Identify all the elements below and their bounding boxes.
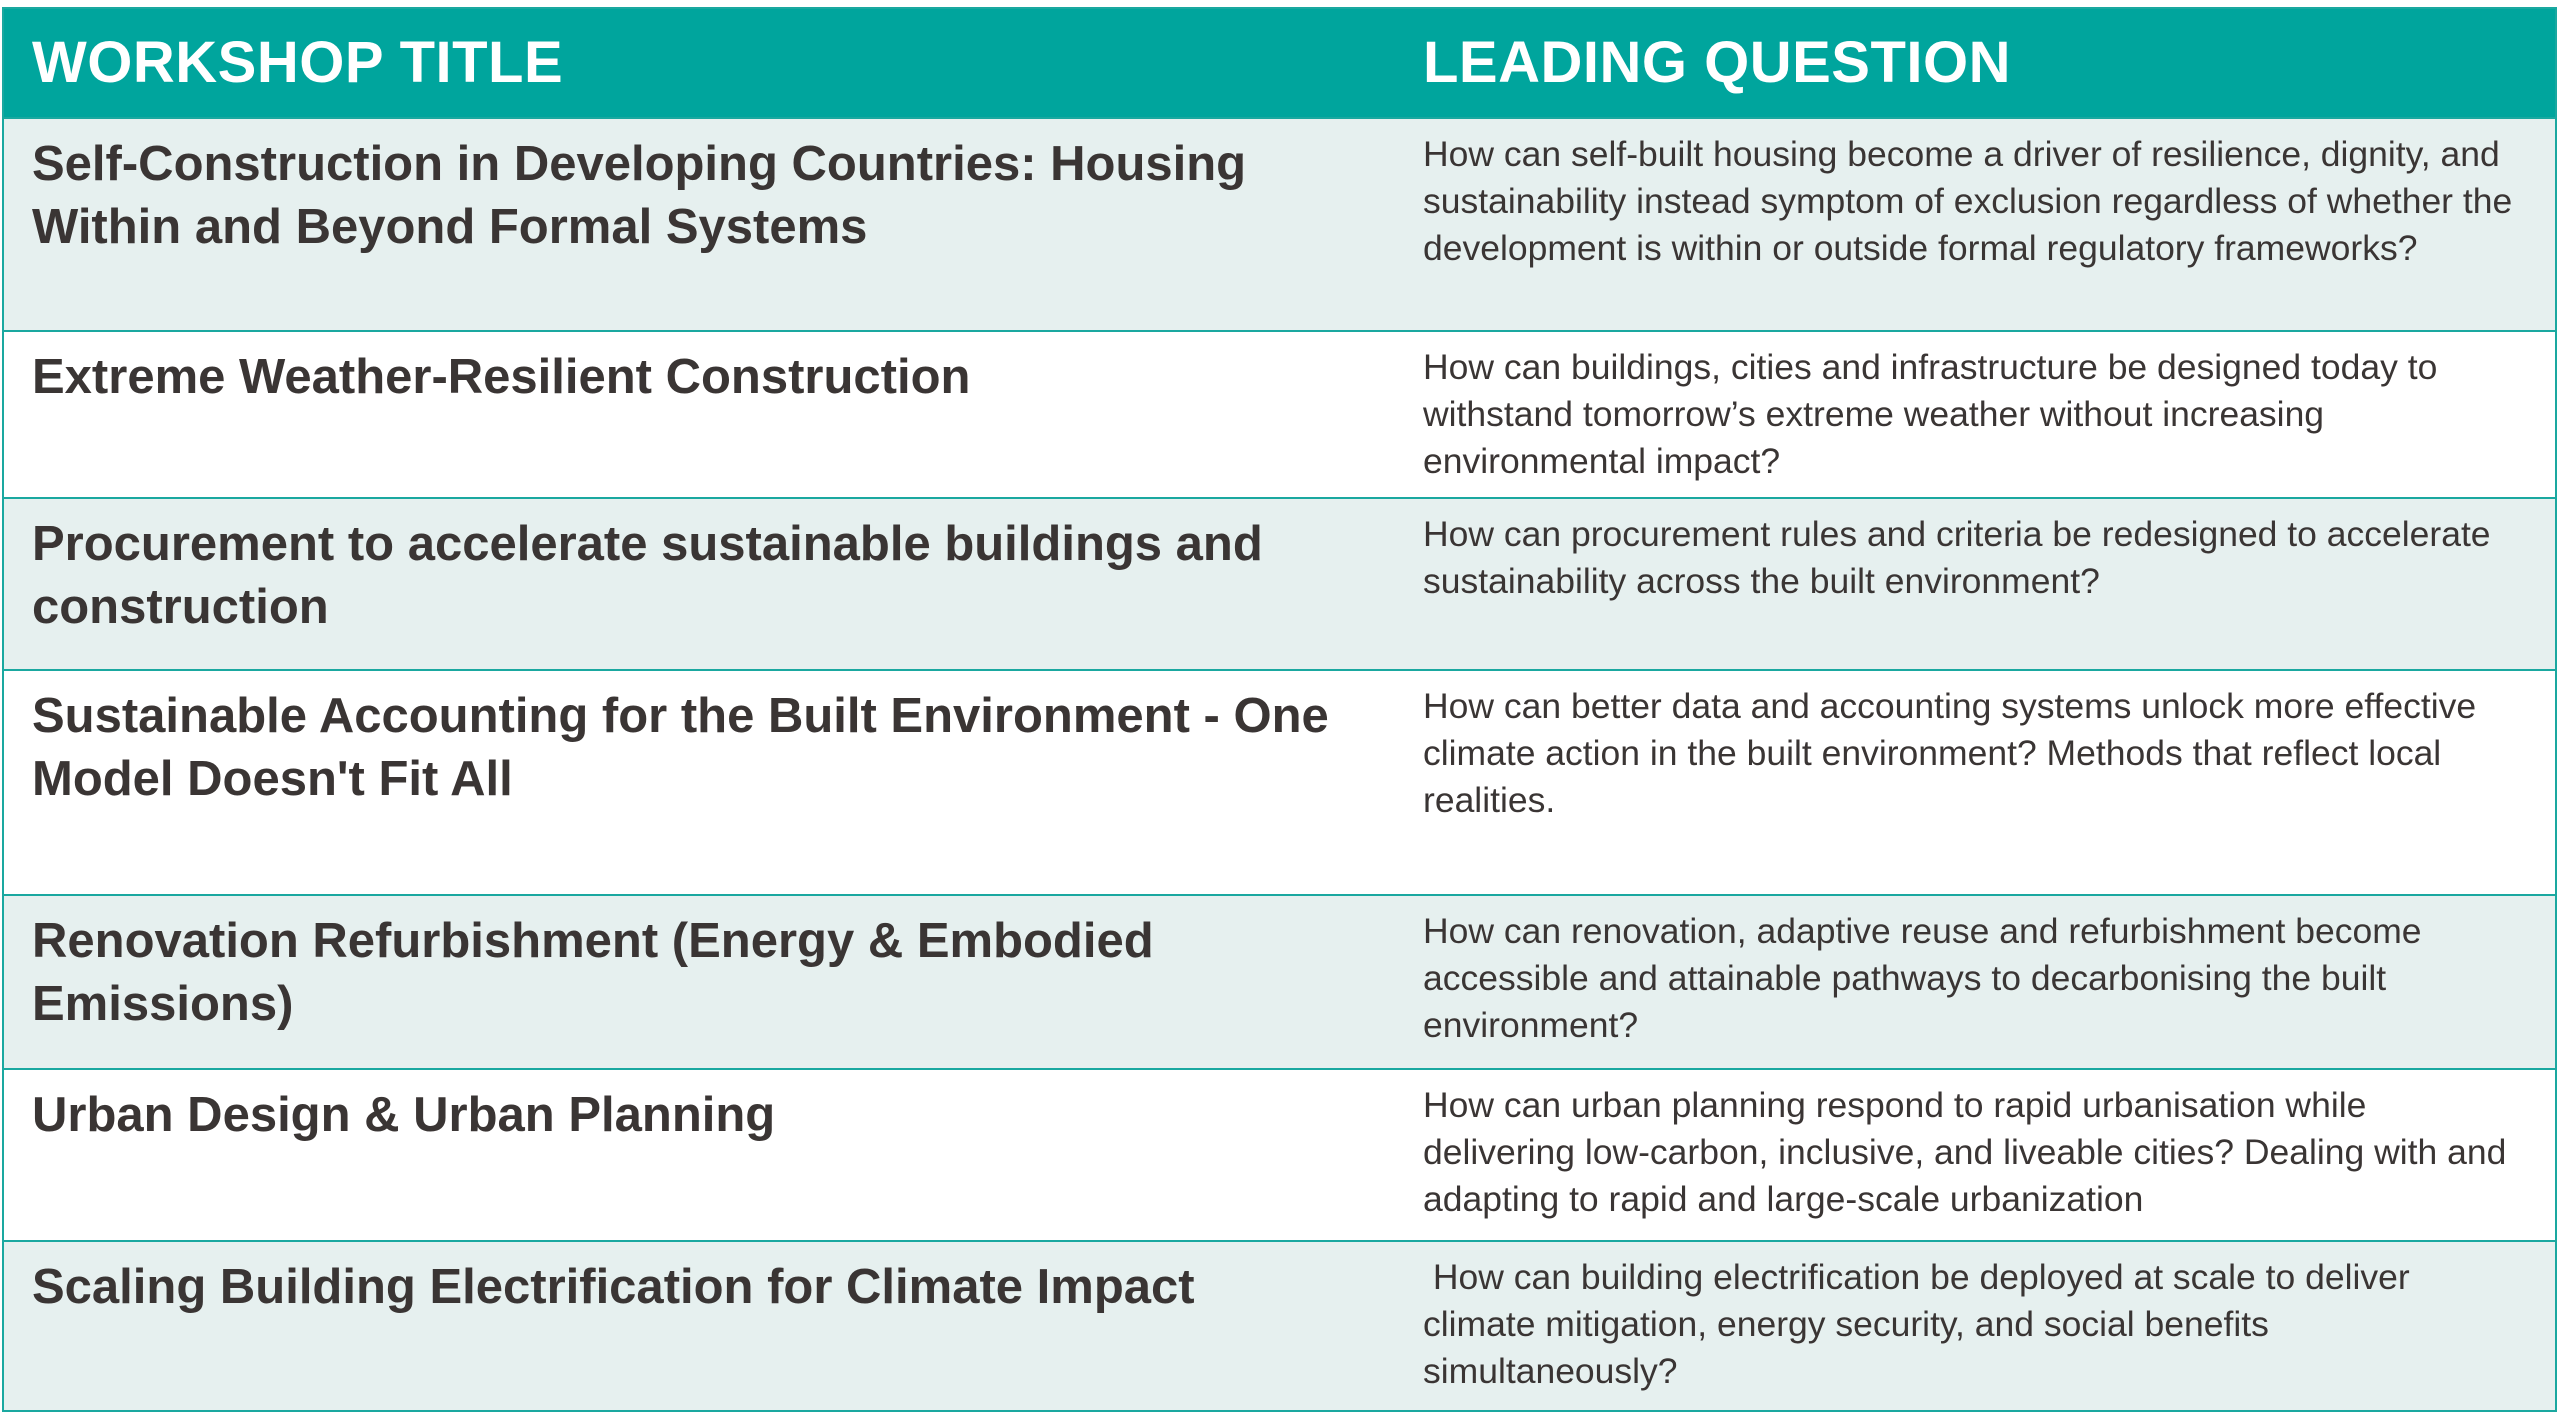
table-row	[4, 1068, 2555, 1240]
header-workshop-title: WORKSHOP TITLE	[32, 30, 564, 95]
workshop-title-cell: Scaling Building Electrification for Climate Impact	[32, 1260, 1195, 1314]
leading-question-cell: How can urban planning respond to rapid urbanisation while delivering low-carbon, inclusive, and liveable cities? Dealing with and adapting to rapid and large-scale urbanization	[1423, 1085, 2517, 1219]
workshop-title-cell: Renovation Refurbishment (Energy & Embodied Emissions)	[32, 914, 1154, 1031]
leading-question-cell: How can self-built housing become a driver of resilience, dignity, and sustainability instead symptom of exclusion regardless of whether the development is within or outside formal regulatory frameworks?	[1423, 134, 2523, 268]
workshop-title-cell: Self-Construction in Developing Countries: Housing Within and Beyond Formal Systems	[32, 137, 1247, 254]
table-header-row	[4, 9, 2555, 117]
leading-question-cell: How can building electrification be deployed at scale to deliver climate mitigation, energy security, and social benefits simultaneously?	[1423, 1257, 2420, 1391]
leading-question-cell: How can procurement rules and criteria be redesigned to accelerate sustainability across the built environment?	[1423, 514, 2501, 601]
workshop-title-cell: Sustainable Accounting for the Built Environment - One Model Doesn't Fit All	[32, 689, 1329, 806]
workshop-title-cell: Procurement to accelerate sustainable buildings and construction	[32, 517, 1263, 634]
header-leading-question: LEADING QUESTION	[1423, 30, 2012, 95]
table-row	[4, 117, 2555, 330]
workshop-title-cell: Extreme Weather-Resilient Construction	[32, 350, 971, 404]
table-row	[4, 894, 2555, 1068]
workshop-table	[2, 7, 2557, 1412]
table-row	[4, 669, 2555, 894]
leading-question-cell: How can buildings, cities and infrastructure be designed today to withstand tomorrow’s extreme weather without increasing environmental impact?	[1423, 347, 2448, 481]
table-row	[4, 1240, 2555, 1410]
workshop-title-cell: Urban Design & Urban Planning	[32, 1088, 776, 1142]
leading-question-cell: How can better data and accounting systems unlock more effective climate action in the built environment? Methods that reflect local realities.	[1423, 686, 2486, 820]
table-row	[4, 497, 2555, 669]
leading-question-cell: How can renovation, adaptive reuse and refurbishment become accessible and attainable pathways to decarbonising the built environment?	[1423, 911, 2432, 1045]
table-row	[4, 330, 2555, 497]
